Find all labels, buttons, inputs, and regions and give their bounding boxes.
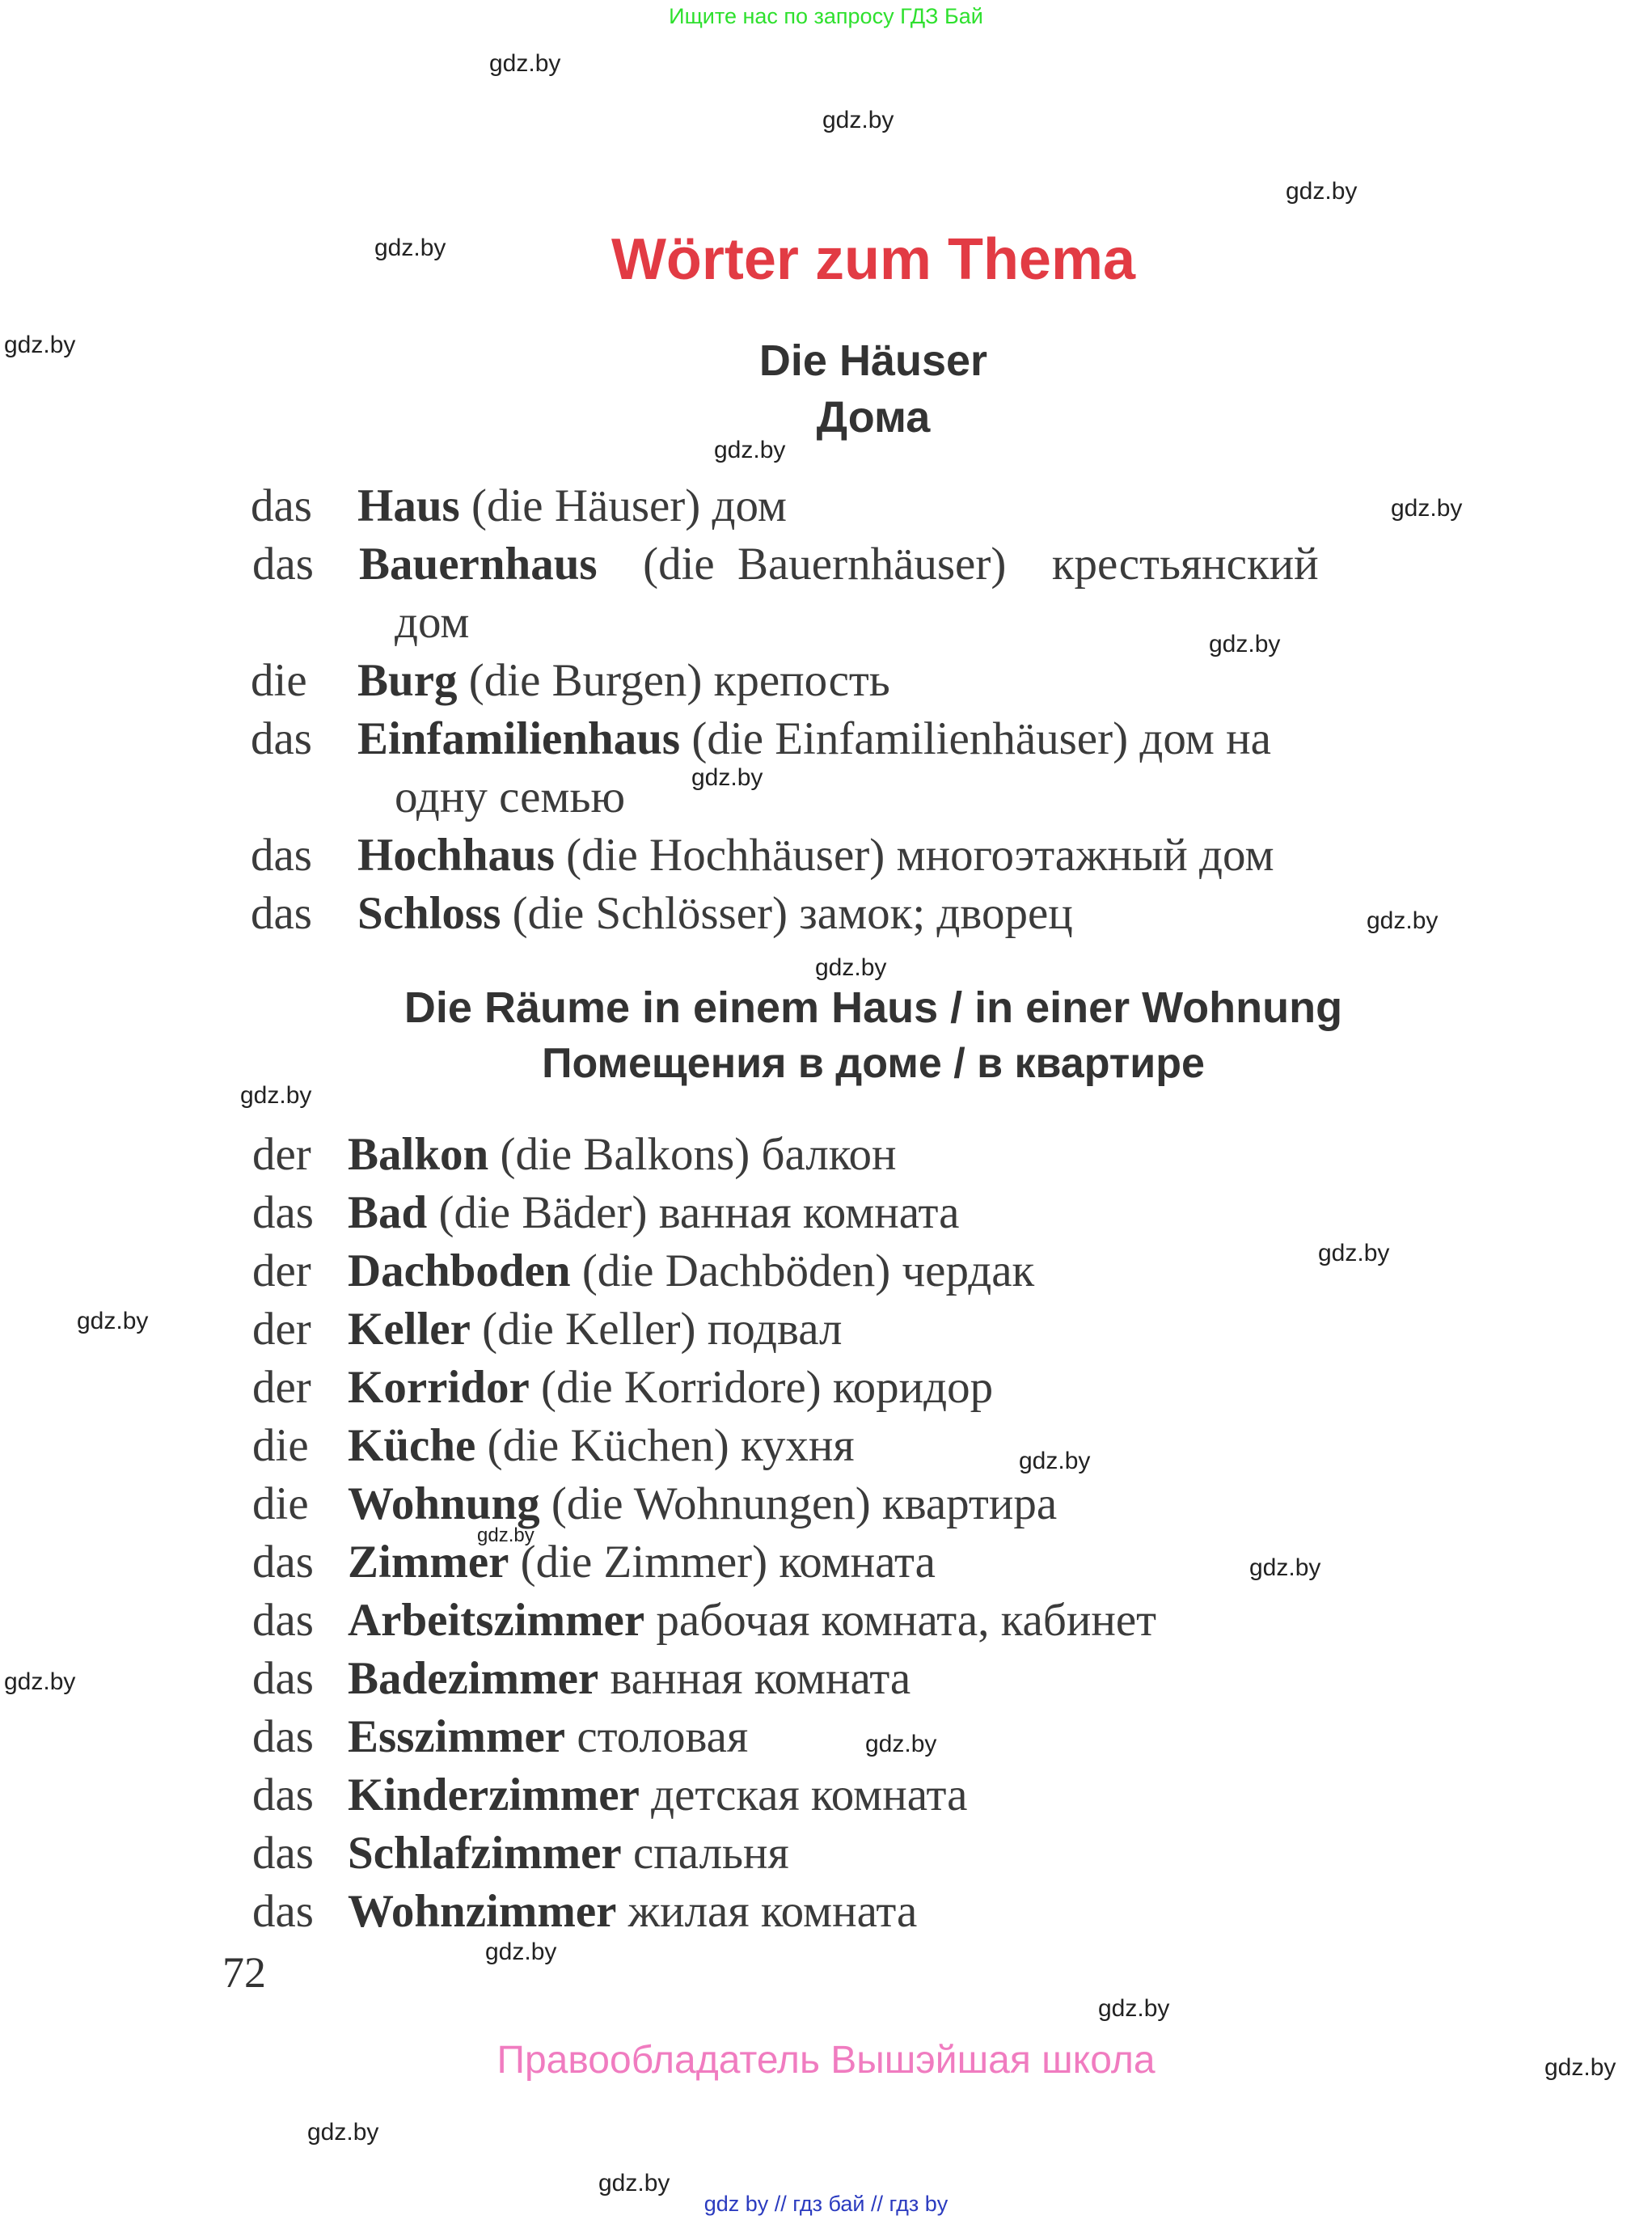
watermark: gdz.by: [1391, 495, 1463, 522]
watermark: gdz.by: [815, 954, 887, 981]
plural: (die Zimmer): [520, 1537, 768, 1588]
watermark: gdz.by: [1209, 631, 1281, 657]
word: Einfamilienhaus: [357, 713, 681, 764]
article: der: [252, 1245, 311, 1296]
section1-heading-ru: Дома: [816, 393, 931, 442]
watermark: gdz.by: [485, 1939, 557, 1965]
list-item-continuation: дом: [395, 597, 470, 648]
watermark: gdz.by: [374, 235, 446, 261]
translation: дом: [712, 480, 788, 531]
translation: замок; дворец: [799, 888, 1073, 939]
list-item: [252, 1824, 789, 1883]
list-item: [252, 1592, 1156, 1650]
plural: (die Korridore): [541, 1362, 822, 1413]
word: Dachboden: [348, 1245, 571, 1296]
article: die: [252, 1420, 309, 1471]
list-item-continuation: одну семью: [395, 772, 626, 822]
page-title: Wörter zum Thema: [611, 227, 1136, 292]
top-banner[interactable]: Ищите нас по запросу ГДЗ Бай: [669, 4, 983, 28]
watermark: gdz.by: [489, 50, 561, 77]
translation: коридор: [832, 1362, 994, 1413]
word: Badezimmer: [348, 1653, 599, 1704]
translation: детская комната: [651, 1769, 968, 1820]
list-item: [252, 1650, 911, 1708]
watermark: gdz.by: [691, 764, 763, 791]
list-item: [252, 1184, 959, 1242]
footer-links[interactable]: gdz by // гдз бай // гдз by: [703, 2192, 949, 2216]
plural: (die Dachböden): [581, 1245, 891, 1296]
translation: квартира: [882, 1478, 1058, 1529]
list-item: [252, 1126, 897, 1184]
word: Schlafzimmer: [348, 1828, 622, 1879]
word: Wohnzimmer: [348, 1886, 617, 1937]
article: das: [251, 888, 312, 939]
article: das: [252, 1187, 314, 1238]
plural: (die Bauernhäuser): [643, 539, 1007, 590]
watermark: gdz.by: [822, 107, 894, 133]
article: die: [251, 655, 307, 706]
section1-heading-de: Die Häuser: [758, 336, 988, 385]
watermark: gdz.by: [4, 332, 76, 358]
list-item: [252, 1359, 993, 1417]
word: Kinderzimmer: [348, 1769, 640, 1820]
watermark: gdz.by: [1544, 2054, 1616, 2081]
list-item: [251, 710, 1271, 768]
article: der: [252, 1129, 311, 1180]
plural: (die Häuser): [471, 480, 701, 531]
article: das: [251, 830, 312, 881]
translation: столовая: [577, 1711, 749, 1762]
article: das: [252, 1828, 314, 1879]
translation: ванная комната: [610, 1653, 911, 1704]
translation: крепость: [713, 655, 890, 706]
word: Balkon: [348, 1129, 489, 1180]
list-item: [251, 477, 787, 535]
plural: (die Wohnungen): [551, 1478, 871, 1529]
list-item: [251, 885, 1073, 943]
article: der: [252, 1362, 311, 1413]
word: Bauernhaus: [359, 539, 598, 590]
translation: дом на: [1139, 713, 1271, 764]
translation: жилая комната: [627, 1886, 918, 1937]
plural: (die Balkons): [500, 1129, 750, 1180]
watermark: gdz.by: [1318, 1240, 1390, 1266]
translation: чердак: [902, 1245, 1035, 1296]
word: Burg: [357, 655, 458, 706]
watermark: gdz.by: [307, 2119, 379, 2146]
article: das: [252, 539, 314, 590]
article: das: [252, 1537, 314, 1588]
article: das: [252, 1653, 314, 1704]
list-item: [252, 1300, 842, 1359]
plural: (die Hochhäuser): [566, 830, 885, 881]
article: die: [252, 1478, 309, 1529]
translation: многоэтажный дом: [896, 830, 1274, 881]
word: Schloss: [357, 888, 501, 939]
watermark: gdz.by: [865, 1731, 937, 1757]
section2-heading-ru: Помещения в доме / в квартире: [542, 1040, 1205, 1087]
word: Bad: [348, 1187, 428, 1238]
article: das: [251, 713, 312, 764]
list-item: [252, 1883, 917, 1941]
list-item: [252, 535, 1319, 594]
list-item: [251, 827, 1274, 885]
plural: (die Burgen): [468, 655, 703, 706]
word: Esszimmer: [348, 1711, 566, 1762]
watermark: gdz.by: [1098, 1995, 1170, 2022]
watermark: gdz.by: [1367, 907, 1439, 934]
translation: ванная комната: [658, 1187, 960, 1238]
word: Zimmer: [348, 1537, 509, 1588]
watermark: gdz.by: [77, 1308, 149, 1334]
article: das: [252, 1595, 314, 1646]
translation: подвал: [707, 1304, 843, 1355]
word: Haus: [357, 480, 460, 531]
translation: балкон: [761, 1129, 897, 1180]
plural: (die Küchen): [487, 1420, 729, 1471]
article: das: [252, 1769, 314, 1820]
article: das: [252, 1711, 314, 1762]
word: Arbeitszimmer: [348, 1595, 645, 1646]
copyright-notice: Правообладатель Вышэйшая школа: [496, 2039, 1156, 2082]
list-item: [252, 1533, 936, 1592]
watermark: gdz.by: [4, 1668, 76, 1695]
translation: кухня: [740, 1420, 855, 1471]
article: das: [251, 480, 312, 531]
watermark: gdz.by: [477, 1524, 534, 1546]
article: das: [252, 1886, 314, 1937]
section2-heading-de: Die Räume in einem Haus / in einer Wohnung: [403, 983, 1343, 1032]
list-item: [252, 1475, 1057, 1533]
plural: (die Schlösser): [512, 888, 788, 939]
word: Wohnung: [348, 1478, 540, 1529]
watermark: gdz.by: [240, 1082, 312, 1109]
watermark: gdz.by: [598, 2170, 670, 2197]
list-item: [252, 1242, 1034, 1300]
translation: спальня: [632, 1828, 789, 1879]
plural: (die Einfamilienhäuser): [691, 713, 1129, 764]
page-number: 72: [222, 1948, 266, 1997]
plural: (die Keller): [482, 1304, 696, 1355]
watermark: gdz.by: [1249, 1554, 1321, 1581]
list-item: [251, 652, 890, 710]
word: Küche: [348, 1420, 476, 1471]
plural: (die Bäder): [438, 1187, 648, 1238]
translation: комната: [779, 1537, 936, 1588]
watermark: gdz.by: [1019, 1448, 1091, 1474]
translation: крестьянский: [1051, 539, 1319, 590]
word: Keller: [348, 1304, 471, 1355]
word: Korridor: [348, 1362, 530, 1413]
list-item: [252, 1417, 855, 1475]
article: der: [252, 1304, 311, 1355]
watermark: gdz.by: [1286, 178, 1358, 205]
list-item: [252, 1766, 967, 1824]
word: Hochhaus: [357, 830, 555, 881]
list-item: [252, 1708, 748, 1766]
watermark: gdz.by: [714, 437, 786, 463]
translation: рабочая комната, кабинет: [656, 1595, 1157, 1646]
